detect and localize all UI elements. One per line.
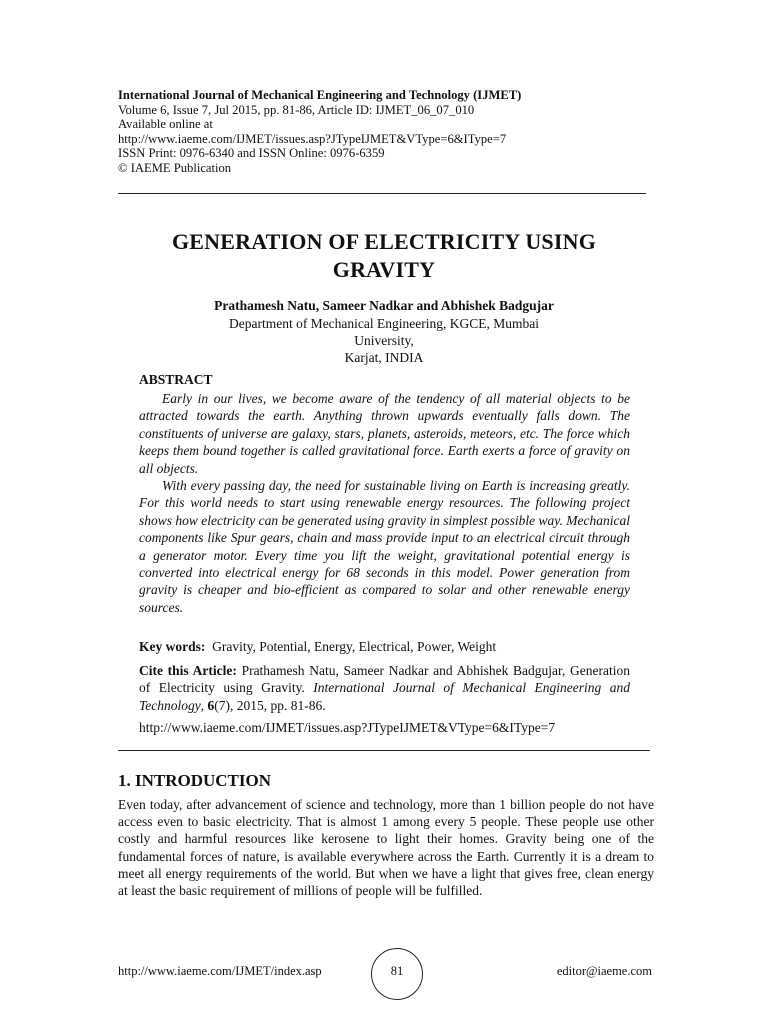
keywords-label: Key words:: [139, 639, 206, 654]
cite-journal: International Journal of Mechanical Engineering and Technology: [139, 680, 630, 713]
section-divider: [118, 750, 650, 751]
footer-email[interactable]: editor@iaeme.com: [556, 964, 652, 978]
title-line-1: GENERATION OF ELECTRICITY USING: [171, 229, 597, 254]
keywords: [139, 638, 630, 655]
affiliation-line-1: Department of Mechanical Engineering, KGCE, Mumbai University,: [228, 316, 540, 348]
introduction-heading: 1. INTRODUCTION: [118, 771, 272, 790]
cite-authors: Prathamesh Natu, Sameer Nadkar and Abhishek Badgujar, Generation of Electricity using Gravity.: [139, 663, 631, 696]
affiliation: [200, 315, 568, 366]
cite-label: Cite this Article:: [139, 663, 237, 678]
cite-rest: (7), 2015, pp. 81-86.: [214, 697, 326, 713]
journal-name: International Journal of Mechanical Engineering and Technology (IJMET): [118, 88, 522, 102]
footer-url[interactable]: http://www.iaeme.com/IJMET/index.asp: [118, 964, 322, 978]
journal-masthead: [118, 88, 658, 176]
volume-line: Volume 6, Issue 7, Jul 2015, pp. 81-86, Article ID: IJMET_06_07_010: [118, 102, 475, 117]
cite-url[interactable]: http://www.iaeme.com/IJMET/issues.asp?JTypeIJMET&VType=6&IType=7: [139, 720, 556, 735]
issn-line: ISSN Print: 0976-6340 and ISSN Online: 0976-6359: [118, 146, 385, 161]
header-divider: [118, 193, 646, 194]
available-online: Available online at: [118, 117, 213, 132]
abstract-paragraph: With every passing day, the need for sustainable living on Earth is increasing greatly. For this world needs to start using renewable energy resources. The following project shows how electricity can be generated using gravity in simplest possible way. Mechanical components like Spur gears, chain and mass provide input to an electrical circuit through a generator motor. Every time you lift the weight, gravitational potential energy is converted into electrical energy for 68 seconds in this model. Power generation from gravity is cheaper and bio-efficient as compared to solar and other renewable energy sources.: [139, 478, 630, 615]
abstract-heading: ABSTRACT: [139, 372, 213, 387]
author-list: Prathamesh Natu, Sameer Nadkar and Abhishek Badgujar: [214, 298, 554, 313]
paper-title: [118, 228, 650, 284]
affiliation-line-2: Karjat, INDIA: [344, 350, 424, 365]
cite-volume: 6: [207, 697, 215, 713]
citation: Cite this Article: Prathamesh Natu, Sameer Nadkar and Abhishek Badgujar, Generation of Electricity using Gravity. International Journal of Mechanical Engineering and Technology, 6(7), 2015, pp. 81-86.: [139, 663, 631, 713]
publisher-line: © IAEME Publication: [118, 160, 232, 175]
introduction-text: Even today, after advancement of science and technology, more than 1 billion people do not have access even to basic electricity. That is almost 1 among every 5 people. These people use other costly and harmful resources like kerosene to light their homes. Gravity being one of the fundamental forces of nature, is available everywhere across the Earth. Currently it is a dream to meet all energy requirements of the world. But when we have a light that gives free, clean energy at least the basic requirement of millions of people will be fulfilled.: [118, 797, 654, 899]
title-line-2: GRAVITY: [332, 257, 436, 282]
abstract-body: [139, 390, 630, 616]
abstract-paragraph: Early in our lives, we become aware of the tendency of all material objects to be attracted towards the earth. Anything thrown upwards eventually falls down. The constituents of universe are galaxy, stars, planets, asteroids, meteors, etc. The force which keeps them bound together is called gravitational force. Earth exerts a force of gravity on all objects.: [139, 391, 630, 476]
page-number: 81: [390, 964, 404, 978]
journal-url: http://www.iaeme.com/IJMET/issues.asp?JTypeIJMET&VType=6&IType=7: [118, 131, 507, 146]
keywords-text: Gravity, Potential, Energy, Electrical, Power, Weight: [212, 639, 497, 654]
